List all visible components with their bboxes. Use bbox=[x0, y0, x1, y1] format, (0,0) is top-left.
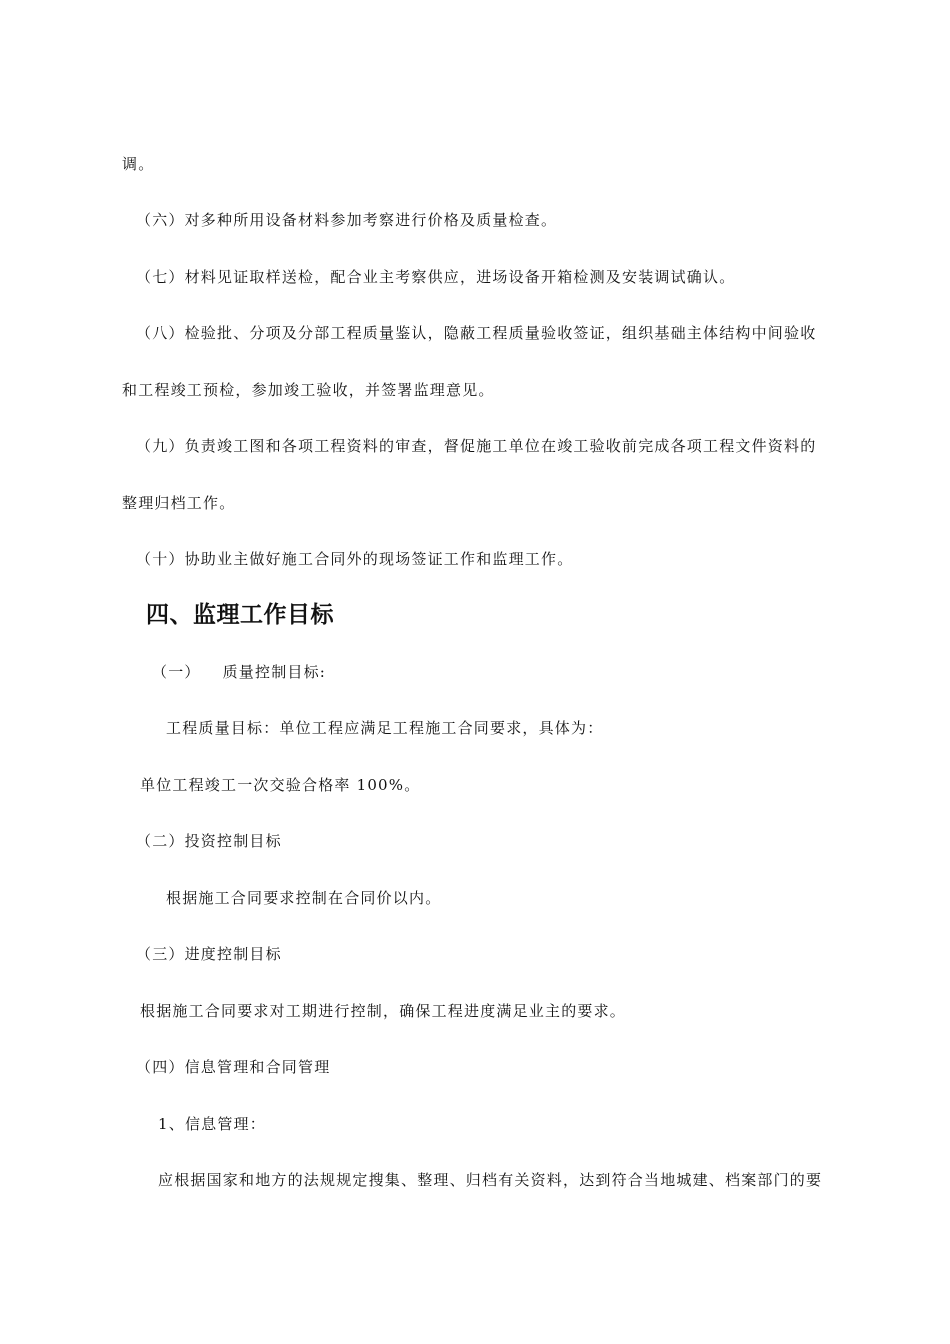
subsection-number: （一） bbox=[152, 663, 201, 681]
paragraph-line: 应根据国家和地方的法规规定搜集、整理、归档有关资料，达到符合当地城建、档案部门的要 bbox=[158, 1171, 823, 1189]
paragraph-line: （六）对多种所用设备材料参加考察进行价格及质量检查。 bbox=[136, 211, 558, 229]
subsection-title bbox=[152, 662, 326, 682]
paragraph-line: 根据施工合同要求对工期进行控制，确保工程进度满足业主的要求。 bbox=[140, 1002, 627, 1020]
paragraph-line: 单位工程竣工一次交验合格率 100%。 bbox=[140, 776, 421, 794]
subsection-title: （三）进度控制目标 bbox=[136, 945, 282, 963]
subsection-title: （四）信息管理和合同管理 bbox=[136, 1058, 331, 1076]
subsection-title: （二）投资控制目标 bbox=[136, 832, 282, 850]
paragraph-line: （十）协助业主做好施工合同外的现场签证工作和监理工作。 bbox=[136, 550, 574, 568]
paragraph-line: 整理归档工作。 bbox=[122, 494, 236, 512]
paragraph-line: 调。 bbox=[122, 155, 155, 173]
paragraph-line: 根据施工合同要求控制在合同价以内。 bbox=[166, 889, 442, 907]
paragraph-line: 工程质量目标：单位工程应满足工程施工合同要求，具体为： bbox=[166, 719, 604, 737]
paragraph-line: （九）负责竣工图和各项工程资料的审查，督促施工单位在竣工验收前完成各项工程文件资料的 bbox=[136, 437, 817, 455]
subsection-label: 质量控制目标: bbox=[222, 663, 327, 681]
paragraph-line: （八）检验批、分项及分部工程质量鉴认，隐蔽工程质量验收签证，组织基础主体结构中间验收 bbox=[136, 324, 817, 342]
paragraph-line: （七）材料见证取样送检，配合业主考察供应，进场设备开箱检测及安装调试确认。 bbox=[136, 268, 736, 286]
section-heading: 四、监理工作目标 bbox=[146, 602, 334, 628]
list-item-title: 1、信息管理： bbox=[158, 1115, 266, 1133]
paragraph-line: 和工程竣工预检，参加竣工验收，并签署监理意见。 bbox=[122, 381, 495, 399]
